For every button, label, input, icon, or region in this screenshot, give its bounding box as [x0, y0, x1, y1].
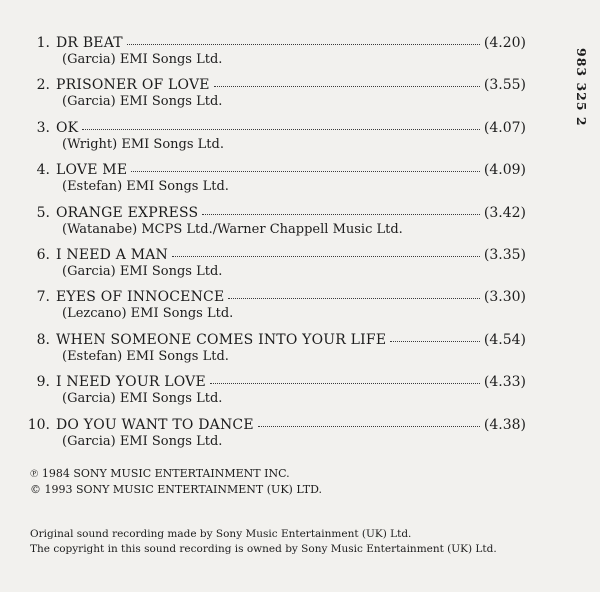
dot-leader — [127, 44, 480, 45]
track-credit: (Garcia) EMI Songs Ltd. — [62, 52, 223, 67]
track-title: OK — [56, 119, 79, 136]
track-duration: (4.09) — [483, 162, 526, 179]
track-title: I NEED A MAN — [56, 246, 169, 263]
track-title: LOVE ME — [56, 162, 128, 179]
dot-leader — [172, 256, 480, 257]
track-credit: (Garcia) EMI Songs Ltd. — [62, 433, 223, 449]
track-title: EYES OF INNOCENCE — [56, 289, 225, 306]
track-credit: (Estefan) EMI Songs Ltd. — [62, 179, 229, 195]
track-duration: (3.30) — [483, 289, 526, 306]
track-row — [0, 373, 560, 415]
track-row — [0, 119, 560, 161]
track-credit: (Watanabe) MCPS Ltd./Warner Chappell Music Ltd. — [62, 221, 403, 237]
track-number: 2. — [36, 77, 50, 94]
dot-leader — [202, 214, 480, 215]
dot-leader — [214, 86, 480, 87]
track-title: PRISONER OF LOVE — [56, 77, 210, 94]
track-number: 8. — [36, 331, 50, 348]
track-number: 4. — [36, 162, 50, 179]
track-credit: (Estefan) EMI Songs Ltd. — [62, 348, 229, 364]
recording-note: Original sound recording made by Sony Music Entertainment (UK) Ltd. — [30, 528, 412, 540]
track-duration: (4.33) — [483, 374, 526, 391]
track-number: 10. — [27, 416, 50, 433]
track-title: DR BEAT — [56, 35, 123, 51]
dot-leader — [228, 298, 480, 299]
dot-leader — [258, 426, 480, 427]
recording-notes — [30, 527, 497, 557]
track-duration: (4.38) — [483, 416, 526, 433]
track-number: 7. — [36, 289, 50, 306]
track-row — [0, 331, 560, 373]
track-credit: (Garcia) EMI Songs Ltd. — [62, 391, 223, 407]
track-duration: (3.55) — [483, 77, 526, 94]
track-credit: (Garcia) EMI Songs Ltd. — [62, 263, 223, 279]
track-credit: (Lezcano) EMI Songs Ltd. — [62, 306, 234, 322]
track-row — [0, 416, 560, 458]
track-row — [0, 204, 560, 246]
dot-leader — [390, 341, 480, 342]
track-number: 6. — [36, 246, 50, 263]
copyright-notice: © 1993 SONY MUSIC ENTERTAINMENT (UK) LTD. — [30, 483, 322, 496]
track-row — [0, 76, 560, 118]
track-title: DO YOU WANT TO DANCE — [56, 416, 254, 433]
phonogram-notice: ℗ 1984 SONY MUSIC ENTERTAINMENT INC. — [30, 467, 290, 480]
catalog-number: 983 325 2 — [574, 48, 589, 127]
track-number: 9. — [36, 374, 50, 391]
track-row — [0, 246, 560, 288]
track-credit: (Wright) EMI Songs Ltd. — [62, 136, 224, 152]
track-row — [0, 161, 560, 203]
dot-leader — [131, 171, 480, 172]
track-duration: (3.42) — [483, 204, 526, 221]
track-number: 1. — [36, 35, 50, 51]
ownership-note: The copyright in this sound recording is owned by Sony Music Entertainment (UK) Ltd. — [30, 543, 497, 555]
track-duration: (4.07) — [483, 119, 526, 136]
track-row — [0, 34, 560, 76]
track-title: ORANGE EXPRESS — [56, 204, 199, 221]
track-credit: (Garcia) EMI Songs Ltd. — [62, 94, 223, 110]
dot-leader — [82, 129, 480, 130]
track-number: 5. — [36, 204, 50, 221]
track-duration: (4.54) — [483, 331, 526, 348]
track-list — [0, 34, 560, 458]
track-title: I NEED YOUR LOVE — [56, 374, 206, 391]
track-number: 3. — [36, 119, 50, 136]
copyright-block — [30, 466, 322, 498]
track-title: WHEN SOMEONE COMES INTO YOUR LIFE — [56, 331, 387, 348]
track-row — [0, 288, 560, 330]
dot-leader — [210, 383, 480, 384]
track-duration: (3.35) — [483, 246, 526, 263]
track-duration: (4.20) — [483, 35, 526, 51]
